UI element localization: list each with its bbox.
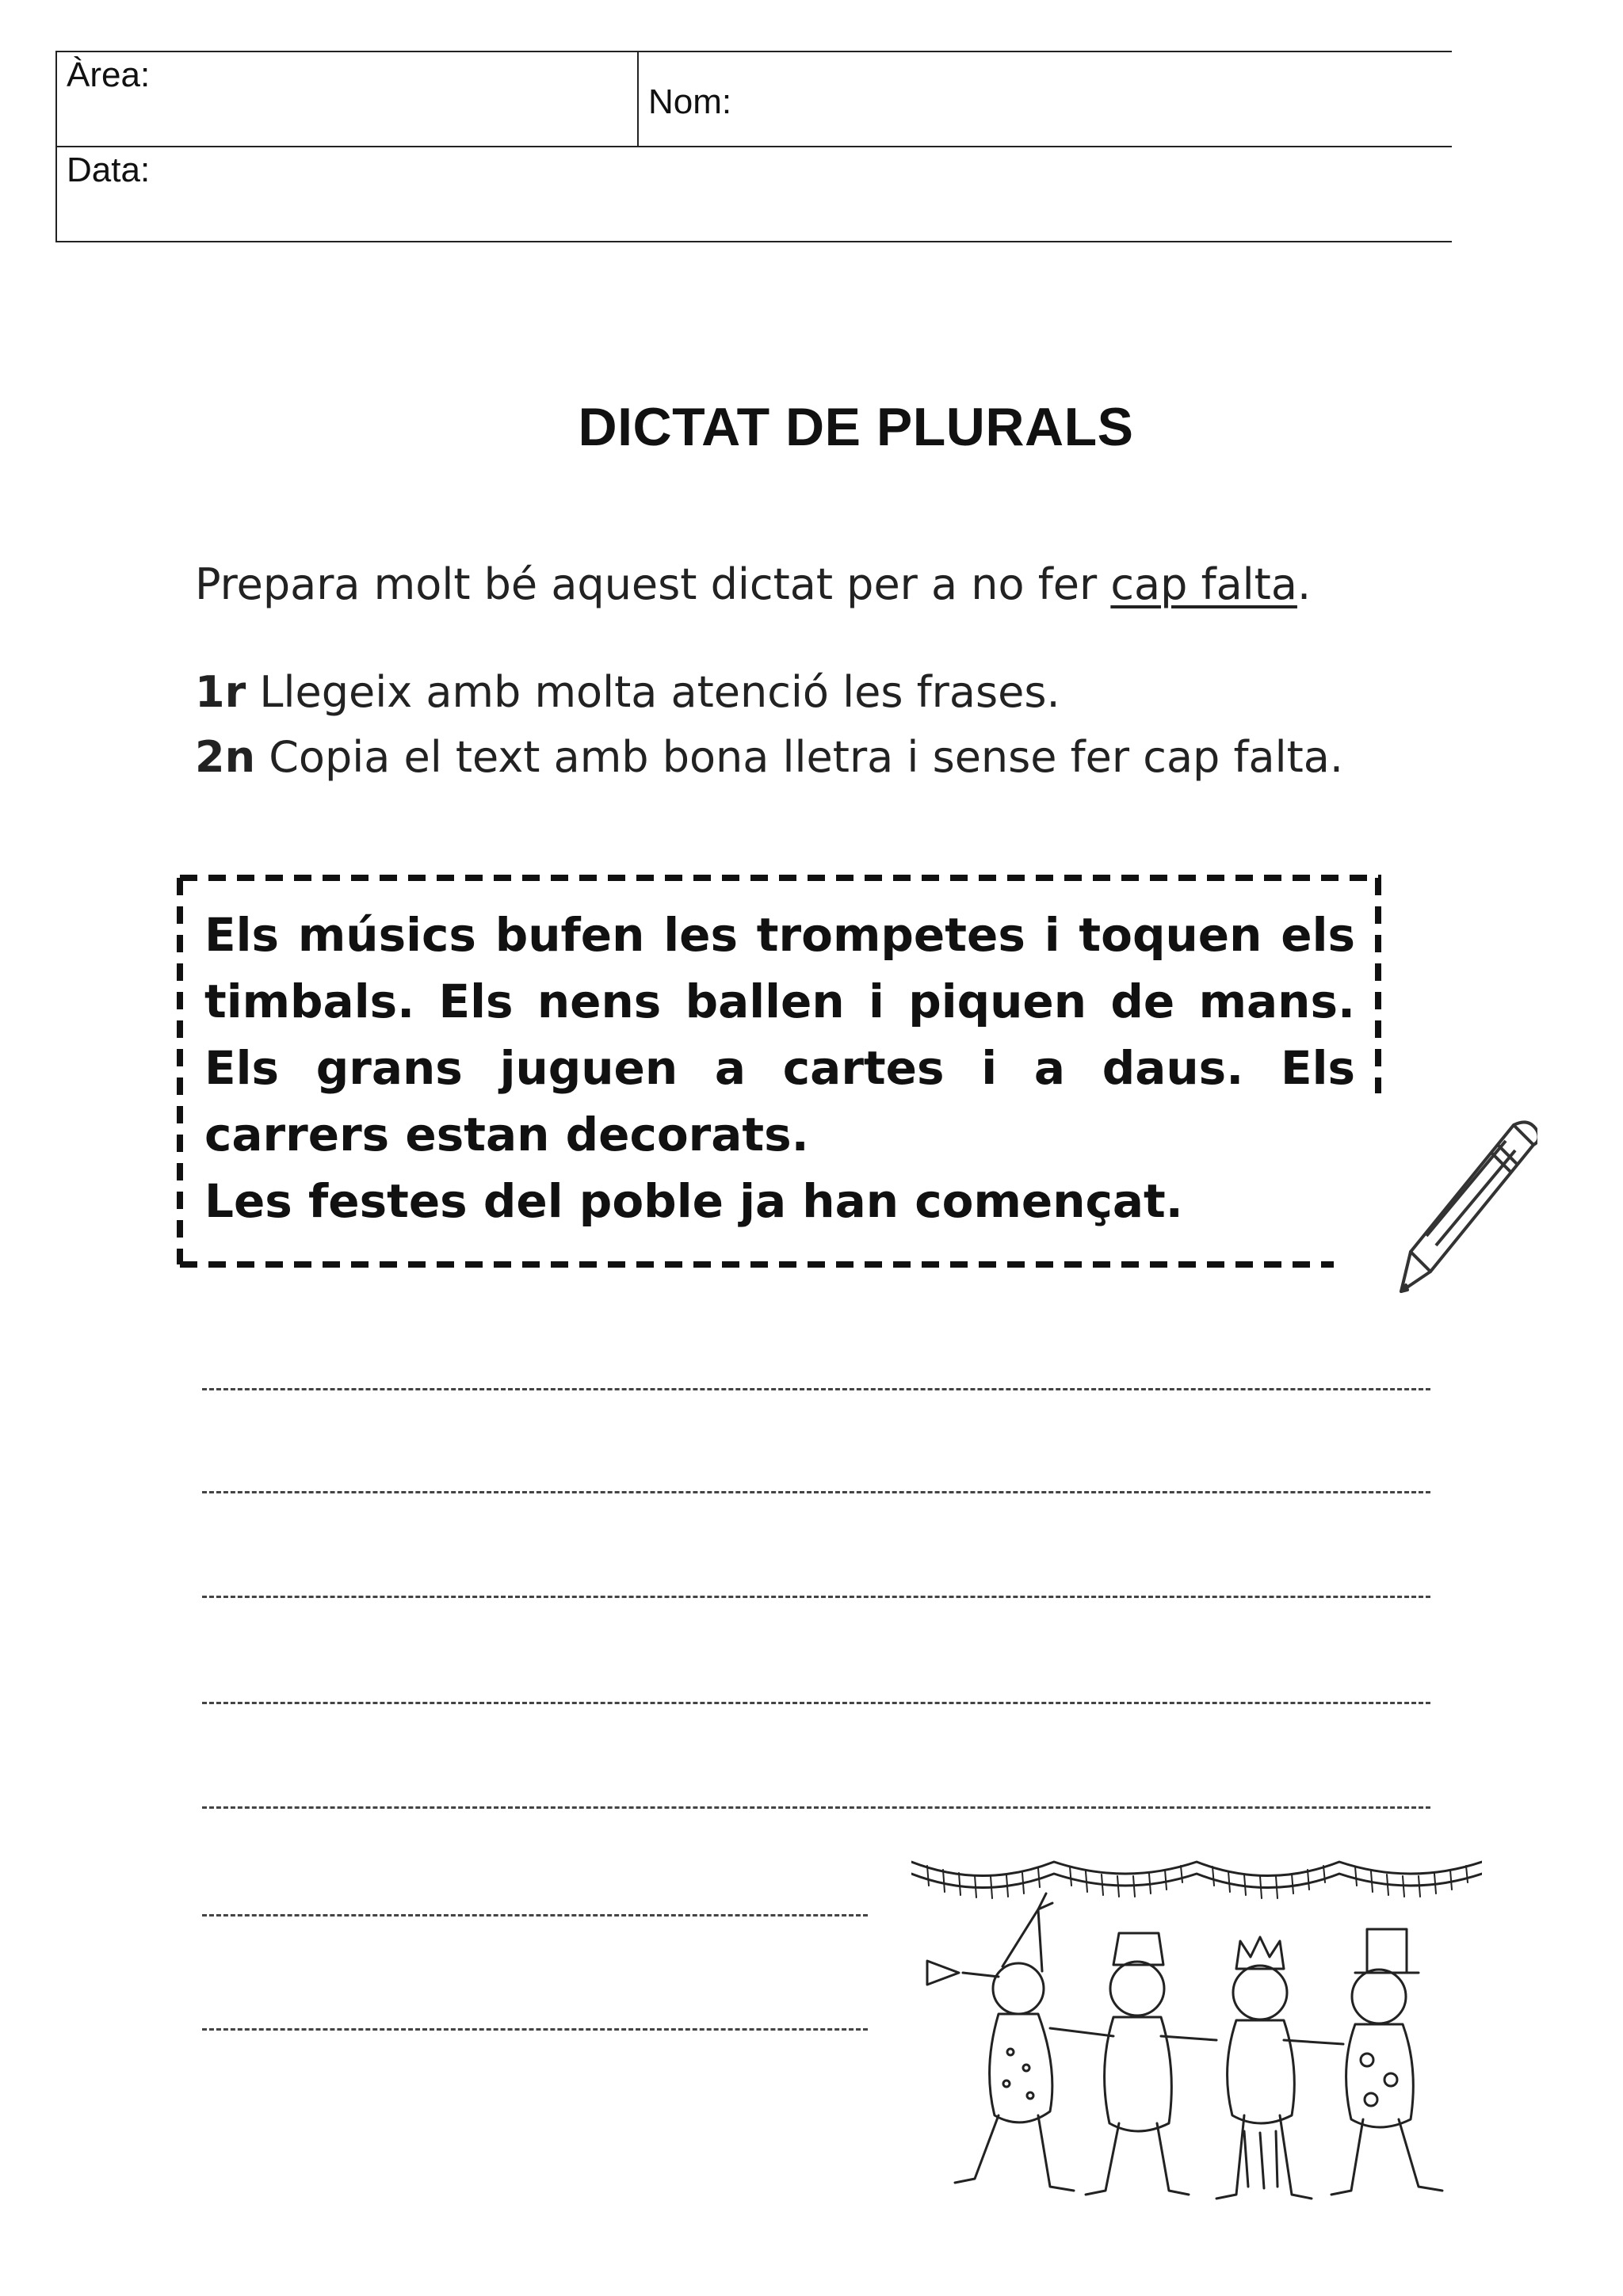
instruction-step-1 <box>195 667 1060 717</box>
step-2-number: 2n <box>195 732 256 782</box>
step-1-text: Llegeix amb molta atenció les frases. <box>246 667 1060 717</box>
table-border-top <box>55 51 1452 52</box>
instruction-step-2 <box>195 732 1343 782</box>
writing-line <box>202 1491 1430 1493</box>
writing-line <box>202 1702 1430 1704</box>
header-table <box>55 51 1452 242</box>
instruction-intro-text: Prepara molt bé aquest dictat per a no fer <box>195 559 1111 609</box>
data-label: Data: <box>67 151 151 189</box>
nom-label: Nom: <box>648 82 732 121</box>
instruction-underlined: cap falta <box>1110 559 1297 609</box>
writing-line <box>202 2028 868 2031</box>
instruction-intro <box>195 559 1311 609</box>
dictation-last-line: Les festes del poble ja han començat. <box>204 1174 1183 1228</box>
dictation-text <box>204 902 1355 1234</box>
step-1-number: 1r <box>195 667 246 717</box>
page-title: DICTAT DE PLURALS <box>578 397 1134 457</box>
writing-line <box>202 1596 1430 1598</box>
dictation-body: Els músics bufen les trompetes i toquen els timbals. Els nens ballen i piquen de mans. Els grans juguen a cartes i a daus. Els carrers estan decorats. <box>204 908 1355 1161</box>
table-border-divider <box>637 51 639 147</box>
area-label: Àrea: <box>67 55 151 94</box>
writing-line <box>202 1914 868 1917</box>
writing-line <box>202 1388 1430 1390</box>
table-border-middle <box>55 146 1452 147</box>
party-children-illustration <box>911 1830 1482 2226</box>
step-2-text: Copia el text amb bona lletra i sense fer cap falta. <box>255 732 1344 782</box>
writing-line <box>202 1806 1430 1809</box>
instruction-intro-end: . <box>1296 559 1312 609</box>
pencil-icon <box>1379 1109 1537 1315</box>
table-border-bottom <box>55 241 1452 242</box>
table-border-left <box>55 51 57 242</box>
